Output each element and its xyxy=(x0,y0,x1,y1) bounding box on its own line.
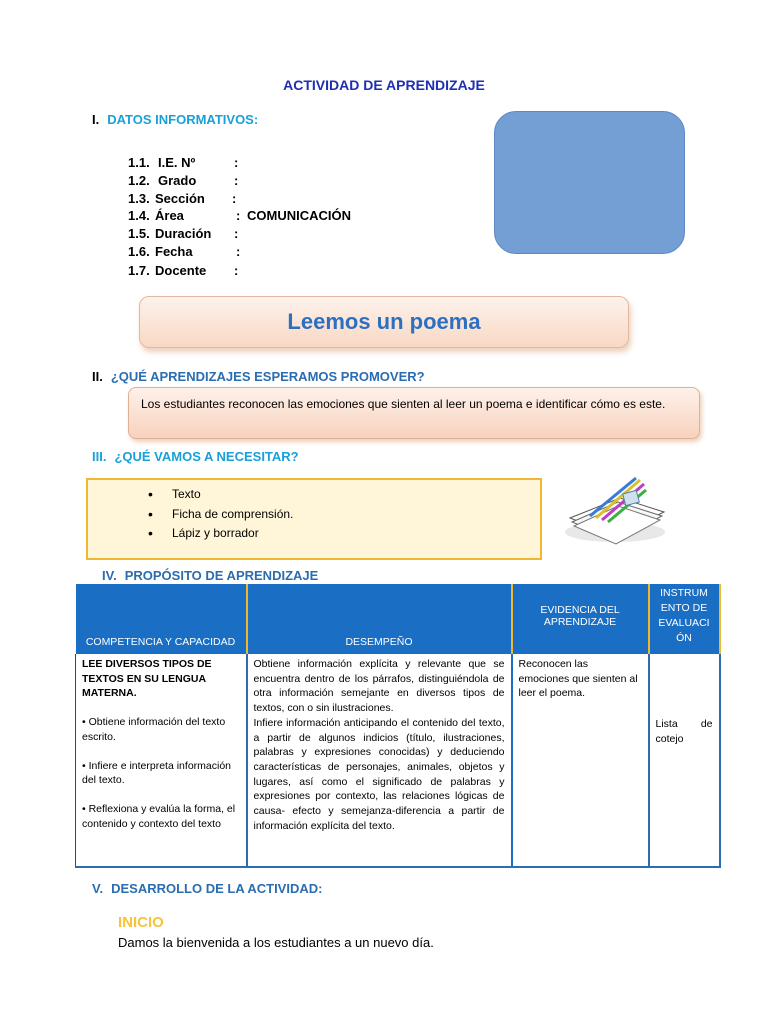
section-label: DATOS INFORMATIVOS: xyxy=(107,112,259,127)
instrumento-cell xyxy=(649,654,720,867)
info-row-ie: 1.1. I.E. Nº : xyxy=(128,155,239,170)
info-row-docente: 1.7. Docente : xyxy=(128,263,239,278)
section-aprendizajes-heading xyxy=(92,369,425,384)
competencia-cell xyxy=(76,654,247,867)
desempeno-cell xyxy=(247,654,512,867)
section-number: III. xyxy=(92,449,107,464)
lesson-title-banner: Leemos un poema xyxy=(139,296,629,348)
evidencia-cell: Reconocen las emociones que sienten al leer el poema. xyxy=(512,654,649,867)
section-label: ¿QUÉ VAMOS A NECESITAR? xyxy=(114,449,299,464)
section-label: ¿QUÉ APRENDIZAJES ESPERAMOS PROMOVER? xyxy=(110,369,425,384)
info-row-grado: 1.2. Grado : xyxy=(128,173,239,188)
info-row-area: 1.4. Área : COMUNICACIÓN xyxy=(128,208,351,223)
section-datos-heading xyxy=(92,112,258,127)
info-row-seccion: 1.3. Sección : xyxy=(128,191,237,206)
pencils-paper-illustration xyxy=(560,470,670,550)
list-item: • Ficha de comprensión. xyxy=(148,505,293,525)
header-desempeno: DESEMPEÑO xyxy=(247,584,512,654)
competencia-title: LEE DIVERSOS TIPOS DE TEXTOS EN SU LENGUA MATERNA. xyxy=(82,658,212,700)
section-number: V. xyxy=(92,881,104,896)
desempeno-text-2: Infiere información anticipando el contenido del texto, a partir de algunos indicios (título, ilustraciones, palabras y expresiones conocidas) y deduciendo características de personajes, animales, objetos y lugares, así como el significado de palabras y expresiones por contexto, las relaciones lógicas de causa- efecto y semejanza-diferencia a partir de información explícita del texto. xyxy=(253,716,505,832)
list-item: • Lápiz y borrador xyxy=(148,524,293,544)
desempeno-text-1: Obtiene información explícita y relevante que se encuentra dentro de los párrafos, distinguiéndola de otra información semejante en diversos tipos de textos, con o sin ilustraciones. xyxy=(253,658,505,715)
info-row-fecha: 1.6. Fecha : xyxy=(128,244,241,259)
section-necesitar-heading xyxy=(92,449,299,464)
section-desarrollo-heading xyxy=(92,881,322,896)
info-list xyxy=(128,155,468,285)
section-label: DESARROLLO DE LA ACTIVIDAD: xyxy=(111,881,323,896)
inicio-text: Damos la bienvenida a los estudiantes a un nuevo día. xyxy=(118,935,434,950)
learning-purpose-table xyxy=(75,584,721,868)
instrumento-text: Lista de cotejo xyxy=(655,718,713,745)
section-label: PROPÓSITO DE APRENDIZAJE xyxy=(124,568,319,583)
materials-box xyxy=(86,478,542,560)
materials-list xyxy=(148,485,293,544)
capacidad-item: • Reflexiona y evalúa la forma, el contenido y contexto del texto xyxy=(82,802,236,830)
header-evidencia: EVIDENCIA DEL APRENDIZAJE xyxy=(512,584,649,654)
capacidad-item: • Obtiene información del texto escrito. xyxy=(82,716,226,743)
header-instrumento: INSTRUM ENTO DE EVALUACI ÓN xyxy=(649,584,720,654)
capacidad-item: • Infiere e interpreta información del texto. xyxy=(82,759,231,787)
section-proposito-heading xyxy=(102,568,318,583)
photo-placeholder xyxy=(494,111,685,254)
section-number: IV. xyxy=(102,568,117,583)
table-row xyxy=(76,654,720,867)
list-item: • Texto xyxy=(148,485,293,505)
header-competencia: COMPETENCIA Y CAPACIDAD xyxy=(76,584,247,654)
inicio-heading: INICIO xyxy=(118,914,164,931)
learning-goal-box xyxy=(128,387,700,439)
learning-goal-text: Los estudiantes reconocen las emociones que sienten al leer un poema e identificar cómo es este. xyxy=(141,397,666,411)
section-number: I. xyxy=(92,112,100,127)
document-title: ACTIVIDAD DE APRENDIZAJE xyxy=(283,77,485,93)
info-row-duracion: 1.5. Duración : xyxy=(128,226,239,241)
table-header-row xyxy=(76,584,720,654)
section-number: II. xyxy=(92,369,103,384)
